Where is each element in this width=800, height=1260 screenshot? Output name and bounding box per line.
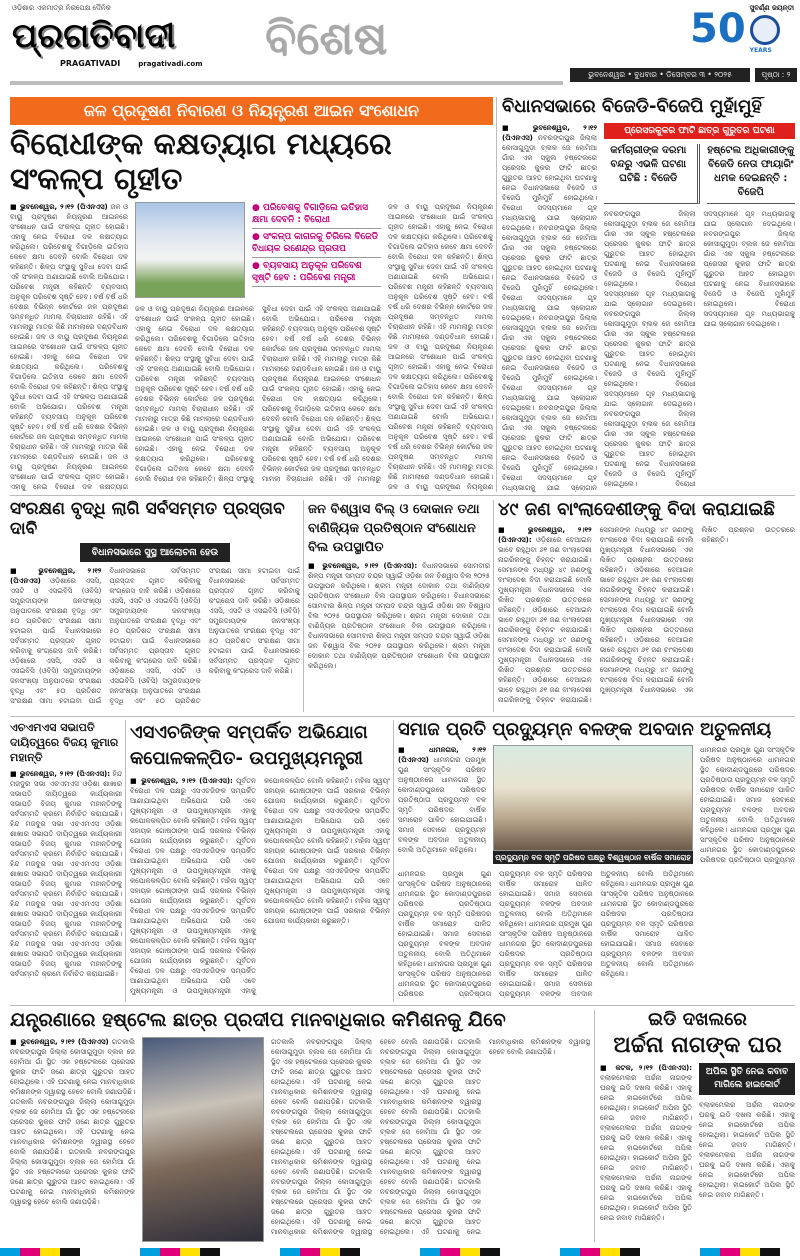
subhead: ● ବ୍ୟବସାୟ ଅନୁକୂଳ ପରିବେଶ ସୃଷ୍ଟି ହେବ : ପରିବେଶ ମନ୍ତ୍ରୀ [252, 258, 381, 287]
story-archana-nag [600, 1010, 795, 1242]
page-number: ପୃଷ୍ଠା : ୨ [755, 68, 797, 82]
student-photo [142, 1037, 264, 1242]
column-left [398, 745, 486, 864]
logo-english: PRAGATIVADI [60, 59, 121, 68]
headline: ବିରୋଧୀଙ୍କ କକ୍ଷତ୍ୟାଗ ମଧ୍ୟରେ ସଂକଳ୍ପ ଗୃହୀତ [10, 127, 392, 197]
article-body: ■ ଧାମନଗର, ୨।୧୨ (ପିଏନଏସ) ଧାମନଗର ପ୍ରମୁଖ ଗୁଣ ସାଂସ୍କୃତିକ ପରିଷଦ ଅନୁଷ୍ଠାନରେ ଧାମନଗର ସ୍ଥିତ କୋଦାଣ୍ଡପୁରରେ ପରିଷଦର ପ୍ରତିଷ୍ଠାତା ପ୍ରଦ୍ୟୁମ୍ନ ବଳ ସ୍ମୃତି ପରିଷଦର ବାର୍ଷିକ ସମାରୋହ ପାଳିତ ହୋଇଯାଇଛି। ସମାଜ ସେବାରେ ପ୍ରଦ୍ୟୁମ୍ନ ବଳଙ୍କ ଅବଦାନ ଅତୁଳନୀୟ ବୋଲି ଅତିଥିମାନେ କହିଥିଲେ। [398, 745, 486, 854]
divider [493, 500, 494, 712]
article-body: ଧାମନଗର ପ୍ରମୁଖ ଗୁଣ ସାଂସ୍କୃତିକ ପରିଷଦ ଅନୁଷ୍ଠାନରେ ଧାମନଗର ସ୍ଥିତ କୋଦାଣ୍ଡପୁରରେ ପରିଷଦର ପ୍ରତିଷ୍ଠାତା ପ୍ରଦ୍ୟୁମ୍ନ ବଳ ସ୍ମୃତି ପରିଷଦର ବାର୍ଷିକ ସମାରୋହ ପାଳିତ ହୋଇଯାଇଛି। ସମାଜ ସେବାରେ ପ୍ରଦ୍ୟୁମ୍ନ ବଳଙ୍କ ଅବଦାନ ଅତୁଳନୀୟ ବୋଲି ଅତିଥିମାନେ କହିଥିଲେ। ଧାମନଗର ପ୍ରମୁଖ ଗୁଣ ସାଂସ୍କୃତିକ ପରିଷଦ ଅନୁଷ୍ଠାନରେ ଧାମନଗର ସ୍ଥିତ କୋଦାଣ୍ଡପୁରରେ ପରିଷଦର ପ୍ରତିଷ୍ଠାତା ପ୍ରଦ୍ୟୁମ୍ନ [700, 745, 795, 864]
website: pragativadi.com [138, 60, 203, 68]
story-hms [10, 720, 122, 1002]
story10-columns [600, 1063, 795, 1242]
headline: ଅର୍ଚ୍ଚନା ନାଗଙ୍କ ଘର [613, 1032, 782, 1058]
photo-caption: ପ୍ରଦ୍ୟୁମ୍ନ ବଳ ସ୍ମୃତି ପରିଷଦ ପକ୍ଷରୁ ବିଶ୍ୱଷ୍ଠାନ ବାର୍ଷିକ ସମାରୋହ [493, 851, 693, 864]
divider [496, 97, 497, 492]
divider [303, 500, 304, 712]
article-body: ଗତକାଲି ନବରଙ୍ଗପୁର ଜିଲ୍ଲା କୋସାଗୁମୁଡ଼ା ବ୍ଲକ ଜେ ହୋମିଆ ଗାଁ ସ୍ଥିତ ଏକ ହଷ୍ଟେଲରେ ପ୍ରେସର କୁକର ଫାଟି ଜଣେ ଛାତ୍ର ଗୁରୁତର ଆହତ ହୋଇଥିଲେ। ଏହି ଘଟଣାକୁ ନେଇ ମାନବାଧିକାର କମିଶନଙ୍କ ଦ୍ୱାରସ୍ଥ ହେବେ ବୋଲି ଜଣାପଡ଼ିଛି। ଗତକାଲି ନବରଙ୍ଗପୁର ଜିଲ୍ଲା କୋସାଗୁମୁଡ଼ା ବ୍ଲକ ଜେ ହୋମିଆ ଗାଁ ସ୍ଥିତ ଏକ ହଷ୍ଟେଲରେ ପ୍ରେସର କୁକର ଫାଟି ଜଣେ ଛାତ୍ର ଗୁରୁତର ଆହତ ହୋଇଥିଲେ। ଏହି ଘଟଣାକୁ ନେଇ ମାନବାଧିକାର କମିଶନଙ୍କ ଦ୍ୱାରସ୍ଥ ହେବେ ବୋଲି ଜଣାପଡ଼ିଛି। ଗତକାଲି ନବରଙ୍ଗପୁର ଜିଲ୍ଲା କୋସାଗୁମୁଡ଼ା ବ୍ଲକ ଜେ ହୋମିଆ ଗାଁ ସ୍ଥିତ ଏକ ହଷ୍ଟେଲରେ ପ୍ରେସର କୁକର ଫାଟି ଜଣେ ଛାତ୍ର ଗୁରୁତର ଆହତ ହୋଇଥିଲେ। ଏହି ଘଟଣାକୁ ନେଇ ମାନବାଧିକାର କମିଶନଙ୍କ ଦ୍ୱାରସ୍ଥ ହେବେ ବୋଲି ଜଣାପଡ଼ିଛି। ଗତକାଲି ନବରଙ୍ଗପୁର ଜିଲ୍ଲା କୋସାଗୁମୁଡ଼ା ବ୍ଲକ ଜେ ହୋମିଆ ଗାଁ ସ୍ଥିତ ଏକ ହଷ୍ଟେଲରେ ପ୍ରେସର କୁକର ଫାଟି ଜଣେ ଛାତ୍ର ଗୁରୁତର ଆହତ ହୋଇଥିଲେ। ଏହି ଘଟଣାକୁ ନେଇ ମାନବାଧିକାର କମିଶନଙ୍କ ଦ୍ୱାରସ୍ଥ ହେବେ ବୋଲି ଜଣାପଡ଼ିଛି। ଗତକାଲି ନବରଙ୍ଗପୁର ଜିଲ୍ଲା କୋସାଗୁମୁଡ଼ା ବ୍ଲକ ଜେ ହୋମିଆ ଗାଁ ସ୍ଥିତ ଏକ ହଷ୍ଟେଲରେ ପ୍ରେସର କୁକର ଫାଟି ଜଣେ ଛାତ୍ର ଗୁରୁତର ଆହତ ହୋଇଥିଲେ। ଏହି ଘଟଣାକୁ ନେଇ ମାନବାଧିକାର କମିଶନଙ୍କ ଦ୍ୱାରସ୍ଥ ହେବେ ବୋଲି ଜଣାପଡ଼ିଛି। ଗତକାଲି ନବରଙ୍ଗପୁର ଜିଲ୍ଲା କୋସାଗୁମୁଡ଼ା ବ୍ଲକ ଜେ ହୋମିଆ ଗାଁ ସ୍ଥିତ ଏକ ହଷ୍ଟେଲରେ ପ୍ରେସର କୁକର ଫାଟି ଜଣେ ଛାତ୍ର ଗୁରୁତର ଆହତ ହୋଇଥିଲେ। ଏହି ଘଟଣାକୁ ନେଇ ମାନବାଧିକାର କମିଶନଙ୍କ ଦ୍ୱାରସ୍ଥ ହେବେ ବୋଲି ଜଣାପଡ଼ିଛି। [271, 1037, 590, 1236]
anniversary-logo [690, 4, 798, 64]
article-body: ■ ଭୁବନେଶ୍ୱର, ୨।୧୨ (ପିଏନଏସ): ବିଧାନସଭାରେ ସୋମବାର ଶିଳ୍ପ ମନ୍ତ୍ରୀ ସମ୍ପଦ ଚନ୍ଦ୍ର ସ୍ୱାଇଁ ଓଡ଼ିଶା ଜନ ବିଶ୍ୱାସ ବିଲ ୨୦୨୫ ଉପସ୍ଥାପନ କରିଥିଲେ। ଶ୍ରମ ମନ୍ତ୍ରୀ ଦୋକାନ ତଥା ବାଣିଜ୍ୟିକ ପ୍ରତିଷ୍ଠାନ ସଂଶୋଧନ ବିଲ ଉପସ୍ଥାପନ କରିଥିଲେ। ବିଧାନସଭାରେ ସୋମବାର ଶିଳ୍ପ ମନ୍ତ୍ରୀ ସମ୍ପଦ ଚନ୍ଦ୍ର ସ୍ୱାଇଁ ଓଡ଼ିଶା ଜନ ବିଶ୍ୱାସ ବିଲ ୨୦୨୫ ଉପସ୍ଥାପନ କରିଥିଲେ। ଶ୍ରମ ମନ୍ତ୍ରୀ ଦୋକାନ ତଥା ବାଣିଜ୍ୟିକ ପ୍ରତିଷ୍ଠାନ ସଂଶୋଧନ ବିଲ ଉପସ୍ଥାପନ କରିଥିଲେ। ବିଧାନସଭାରେ ସୋମବାର ଶିଳ୍ପ ମନ୍ତ୍ରୀ ସମ୍ପଦ ଚନ୍ଦ୍ର ସ୍ୱାଇଁ ଓଡ଼ିଶା ଜନ ବିଶ୍ୱାସ ବିଲ ୨୦୨୫ ଉପସ୍ଥାପନ କରିଥିଲେ। ଶ୍ରମ ମନ୍ତ୍ରୀ ଦୋକାନ ତଥା ବାଣିଜ୍ୟିକ ପ୍ରତିଷ୍ଠାନ ସଂଶୋଧନ ବିଲ ଉପସ୍ଥାପନ କରିଥିଲେ। [308, 562, 490, 670]
headline: ସମାଜ ପ୍ରତି ପ୍ରଦ୍ୟୁମ୍ନ ବଳଙ୍କ ଅବଦାନ ଅତୁଳନୀୟ [398, 720, 772, 740]
column-center [135, 202, 381, 492]
article-body: ■ କଟକ, ୨।୧୨ (ପିଏନଏସ): ବ୍ଲାକମେଲର ଅର୍ଚ୍ଚନା ନାଗଙ୍କ ଘରକୁ ଇଡି ଦଖଲ କରିଛି। ଏହାକୁ ନେଇ ହାଇକୋର୍ଟରେ ଅପିଲ ହୋଇଥିଲା। ହାଇକୋର୍ଟ ଅପିଲ ସ୍ଥିତି ନେଇ ଜବାବ ମାଗିଛନ୍ତି। ବ୍ଲାକମେଲର ଅର୍ଚ୍ଚନା ନାଗଙ୍କ ଘରକୁ ଇଡି ଦଖଲ କରିଛି। ଏହାକୁ ନେଇ ହାଇକୋର୍ଟରେ ଅପିଲ ହୋଇଥିଲା। ହାଇକୋର୍ଟ ଅପିଲ ସ୍ଥିତି ନେଇ ଜବାବ ମାଗିଛନ୍ତି। ବ୍ଲାକମେଲର ଅର୍ଚ୍ଚନା ନାଗଙ୍କ ଘରକୁ ଇଡି ଦଖଲ କରିଛି। ଏହାକୁ ନେଇ ହାଇକୋର୍ଟରେ ଅପିଲ ହୋଇଥିଲା। ହାଇକୋର୍ଟ ଅପିଲ ସ୍ଥିତି ନେଇ ଜବାବ ମାଗିଛନ୍ତି। [600, 1063, 692, 1222]
masthead [0, 0, 800, 90]
story-pradyumna-bal [398, 720, 795, 1002]
story-assembly-clash [502, 97, 795, 492]
article-body: ■ ଭୁବନେଶ୍ୱର, ୨।୧୨ (ପିଏନଏସ) ଓଡ଼ିଶାରେ ଏସସି, ଏସଟି ଓ ଏସଇବିସି (ଓବିସି) ସମ୍ପ୍ରଦାୟଙ୍କ ଜନସଂଖ୍ୟା ଅନୁପାତରେ ସଂରକ୍ଷଣ ବୃଦ୍ଧି ଏବଂ ୫୦ ପ୍ରତିଶତ ସଂରକ୍ଷଣ ସୀମା ହଟାଇବା ପାଇଁ ବିଧାନସଭାରେ ସର୍ବସମ୍ମତ ପ୍ରସ୍ତାବ ଗୃହୀତ କରିବାକୁ କଂଗ୍ରେସ ଦାବି କରିଛି। ଓଡ଼ିଶାରେ ଏସସି, ଏସଟି ଓ ଏସଇବିସି (ଓବିସି) ସମ୍ପ୍ରଦାୟଙ୍କ ଜନସଂଖ୍ୟା ଅନୁପାତରେ ସଂରକ୍ଷଣ ବୃଦ୍ଧି ଏବଂ ୫୦ ପ୍ରତିଶତ ସଂରକ୍ଷଣ ସୀମା ହଟାଇବା ପାଇଁ ବିଧାନସଭାରେ ସର୍ବସମ୍ମତ ପ୍ରସ୍ତାବ ଗୃହୀତ କରିବାକୁ କଂଗ୍ରେସ ଦାବି କରିଛି। ଓଡ଼ିଶାରେ ଏସସି, ଏସଟି ଓ ଏସଇବିସି (ଓବିସି) ସମ୍ପ୍ରଦାୟଙ୍କ ଜନସଂଖ୍ୟା ଅନୁପାତରେ ସଂରକ୍ଷଣ ବୃଦ୍ଧି ଏବଂ ୫୦ ପ୍ରତିଶତ ସଂରକ୍ଷଣ ସୀମା ହଟାଇବା ପାଇଁ ବିଧାନସଭାରେ ସର୍ବସମ୍ମତ ପ୍ରସ୍ତାବ ଗୃହୀତ କରିବାକୁ କଂଗ୍ରେସ ଦାବି କରିଛି। ଓଡ଼ିଶାରେ ଏସସି, ଏସଟି ଓ ଏସଇବିସି (ଓବିସି) ସମ୍ପ୍ରଦାୟଙ୍କ ଜନସଂଖ୍ୟା ଅନୁପାତରେ ସଂରକ୍ଷଣ ବୃଦ୍ଧି ଏବଂ ୫୦ ପ୍ରତିଶତ ସଂରକ୍ଷଣ ସୀମା ହଟାଇବା ପାଇଁ ବିଧାନସଭାରେ ସର୍ବସମ୍ମତ ପ୍ରସ୍ତାବ ଗୃହୀତ କରିବାକୁ କଂଗ୍ରେସ ଦାବି କରିଛି। ଓଡ଼ିଶାରେ ଏସସି, ଏସଟି ଓ ଏସଇବିସି (ଓବିସି) ସମ୍ପ୍ରଦାୟଙ୍କ ଜନସଂଖ୍ୟା ଅନୁପାତରେ ସଂରକ୍ଷଣ ବୃଦ୍ଧି ଏବଂ ୫୦ ପ୍ରତିଶତ ସଂରକ୍ଷଣ ସୀମା ହଟାଇବା ପାଇଁ ବିଧାନସଭାରେ ସର୍ବସମ୍ମତ ପ୍ରସ୍ତାବ ଗୃହୀତ କରିବାକୁ କଂଗ୍ରେସ ଦାବି କରିଛି। [10, 567, 300, 706]
article-body: ■ ଭୁବନେଶ୍ୱର, ୨।୧୨ (ପିଏନଏସ) ନବରଙ୍ଗପୁର ଜିଲ୍ଲା କୋସାଗୁମୁଡ଼ା ବ୍ଲକ ଜେ ହୋମିଆ ଗାଁର ଏକ ସ୍କୁଲ ହଷ୍ଟେଲରେ ପ୍ରେସର କୁକର ଫାଟି ଛାତ୍ର ଗୁରୁତର ଆହତ ହୋଇଥିବା ଘଟଣାକୁ ନେଇ ବିଧାନସଭାରେ ବିଜେଡି ଓ ବିଜେପି ମୁହାଁମୁହିଁ ହୋଇଥିଲେ। ବିରୋଧୀ ସଦସ୍ୟମାନେ ଗୃହ ମଧ୍ୟଭାଗକୁ ଯାଇ ସ୍ଲୋଗାନ ଦେଇଥିଲେ। ନବରଙ୍ଗପୁର ଜିଲ୍ଲା କୋସାଗୁମୁଡ଼ା ବ୍ଲକ ଜେ ହୋମିଆ ଗାଁର ଏକ ସ୍କୁଲ ହଷ୍ଟେଲରେ ପ୍ରେସର କୁକର ଫାଟି ଛାତ୍ର ଗୁରୁତର ଆହତ ହୋଇଥିବା ଘଟଣାକୁ ନେଇ ବିଧାନସଭାରେ ବିଜେଡି ଓ ବିଜେପି ମୁହାଁମୁହିଁ ହୋଇଥିଲେ। ବିରୋଧୀ ସଦସ୍ୟମାନେ ଗୃହ ମଧ୍ୟଭାଗକୁ ଯାଇ ସ୍ଲୋଗାନ ଦେଇଥିଲେ। ନବରଙ୍ଗପୁର ଜିଲ୍ଲା କୋସାଗୁମୁଡ଼ା ବ୍ଲକ ଜେ ହୋମିଆ ଗାଁର ଏକ ସ୍କୁଲ ହଷ୍ଟେଲରେ ପ୍ରେସର କୁକର ଫାଟି ଛାତ୍ର ଗୁରୁତର ଆହତ ହୋଇଥିବା ଘଟଣାକୁ ନେଇ ବିଧାନସଭାରେ ବିଜେଡି ଓ ବିଜେପି ମୁହାଁମୁହିଁ ହୋଇଥିଲେ। ବିରୋଧୀ ସଦସ୍ୟମାନେ ଗୃହ ମଧ୍ୟଭାଗକୁ ଯାଇ ସ୍ଲୋଗାନ ଦେଇଥିଲେ। ନବରଙ୍ଗପୁର ଜିଲ୍ଲା କୋସାଗୁମୁଡ଼ା ବ୍ଲକ ଜେ ହୋମିଆ ଗାଁର ଏକ ସ୍କୁଲ ହଷ୍ଟେଲରେ ପ୍ରେସର କୁକର ଫାଟି ଛାତ୍ର ଗୁରୁତର ଆହତ ହୋଇଥିବା ଘଟଣାକୁ ନେଇ ବିଧାନସଭାରେ ବିଜେଡି ଓ ବିଜେପି ମୁହାଁମୁହିଁ ହୋଇଥିଲେ। ବିରୋଧୀ ସଦସ୍ୟମାନେ ଗୃହ ମଧ୍ୟଭାଗକୁ ଯାଇ ସ୍ଲୋଗାନ [502, 123, 597, 492]
headline: ୪୯ ଜଣ ବାଂଲାଦେଶୀଙ୍କୁ ବିଦା କରାଯାଇଛି [498, 500, 775, 520]
article-body: ■ ଭୁବନେଶ୍ୱର, ୨।୧୨ (ପିଏନଏସ): ପୂର୍ବତନ ବିରୋଧୀ ଦଳ ପକ୍ଷରୁ ଏସଏଚଜିଙ୍କ ସମ୍ପର୍କିତ ଆଣାଯାଇଥିବା ଅଭିଯୋଗ ପରି ଏବେ ମୁଖ୍ୟମନ୍ତ୍ରୀ ଓ ଉପମୁଖ୍ୟମନ୍ତ୍ରୀ ଏହାକୁ କପୋଳକଳ୍ପିତ ବୋଲି କହିଛନ୍ତି। ମହିଳା ସ୍ୱୟଂ ସହାୟକ ଗୋଷ୍ଠୀଙ୍କ ପାଇଁ ସରକାର ବିଭିନ୍ନ ଯୋଜନା କାର୍ଯ୍ୟକାରୀ କରୁଛନ୍ତି। ପୂର୍ବତନ ବିରୋଧୀ ଦଳ ପକ୍ଷରୁ ଏସଏଚଜିଙ୍କ ସମ୍ପର୍କିତ ଆଣାଯାଇଥିବା ଅଭିଯୋଗ ପରି ଏବେ ମୁଖ୍ୟମନ୍ତ୍ରୀ ଓ ଉପମୁଖ୍ୟମନ୍ତ୍ରୀ ଏହାକୁ କପୋଳକଳ୍ପିତ ବୋଲି କହିଛନ୍ତି। ମହିଳା ସ୍ୱୟଂ ସହାୟକ ଗୋଷ୍ଠୀଙ୍କ ପାଇଁ ସରକାର ବିଭିନ୍ନ ଯୋଜନା କାର୍ଯ୍ୟକାରୀ କରୁଛନ୍ତି। ପୂର୍ବତନ ବିରୋଧୀ ଦଳ ପକ୍ଷରୁ ଏସଏଚଜିଙ୍କ ସମ୍ପର୍କିତ ଆଣାଯାଇଥିବା ଅଭିଯୋଗ ପରି ଏବେ ମୁଖ୍ୟମନ୍ତ୍ରୀ ଓ ଉପମୁଖ୍ୟମନ୍ତ୍ରୀ ଏହାକୁ କପୋଳକଳ୍ପିତ ବୋଲି କହିଛନ୍ତି। ମହିଳା ସ୍ୱୟଂ ସହାୟକ ଗୋଷ୍ଠୀଙ୍କ ପାଇଁ ସରକାର ବିଭିନ୍ନ ଯୋଜନା କାର୍ଯ୍ୟକାରୀ କରୁଛନ୍ତି। ପୂର୍ବତନ ବିରୋଧୀ ଦଳ ପକ୍ଷରୁ ଏସଏଚଜିଙ୍କ ସମ୍ପର୍କିତ ଆଣାଯାଇଥିବା ଅଭିଯୋଗ ପରି ଏବେ ମୁଖ୍ୟମନ୍ତ୍ରୀ ଓ ଉପମୁଖ୍ୟମନ୍ତ୍ରୀ ଏହାକୁ କପୋଳକଳ୍ପିତ ବୋଲି କହିଛନ୍ତି। ମହିଳା ସ୍ୱୟଂ ସହାୟକ ଗୋଷ୍ଠୀଙ୍କ ପାଇଁ ସରକାର ବିଭିନ୍ନ ଯୋଜନା କାର୍ଯ୍ୟକାରୀ କରୁଛନ୍ତି। ପୂର୍ବତନ ବିରୋଧୀ ଦଳ ପକ୍ଷରୁ ଏସଏଚଜିଙ୍କ ସମ୍ପର୍କିତ ଆଣାଯାଇଥିବା ଅଭିଯୋଗ ପରି ଏବେ ମୁଖ୍ୟମନ୍ତ୍ରୀ ଓ ଉପମୁଖ୍ୟମନ୍ତ୍ରୀ ଏହାକୁ କପୋଳକଳ୍ପିତ ବୋଲି କହିଛନ୍ତି। ମହିଳା ସ୍ୱୟଂ ସହାୟକ ଗୋଷ୍ଠୀଙ୍କ ପାଇଁ ସରକାର ବିଭିନ୍ନ ଯୋଜନା କାର୍ଯ୍ୟକାରୀ କରୁଛନ୍ତି। ପୂର୍ବତନ ବିରୋଧୀ ଦଳ ପକ୍ଷରୁ ଏସଏଚଜିଙ୍କ ସମ୍ପର୍କିତ ଆଣାଯାଇଥିବା ଅଭିଯୋଗ ପରି ଏବେ ମୁଖ୍ୟମନ୍ତ୍ରୀ ଓ ଉପମୁଖ୍ୟମନ୍ତ୍ରୀ ଏହାକୁ କପୋଳକଳ୍ପିତ ବୋଲି କହିଛନ୍ତି। ମହିଳା ସ୍ୱୟଂ ସହାୟକ ଗୋଷ୍ଠୀଙ୍କ ପାଇଁ ସରକାର ବିଭିନ୍ନ ଯୋଜନା କାର୍ଯ୍ୟକାରୀ କରୁଛନ୍ତି। [130, 777, 390, 995]
red-bar: ପ୍ରେସରକୁକର ଫାଟି ଛାତ୍ର ଗୁରୁତର ଘଟଣା [604, 123, 795, 139]
article-body: ବ୍ଲାକମେଲର ଅର୍ଚ୍ଚନା ନାଗଙ୍କ ଘରକୁ ଇଡି ଦଖଲ କରିଛି। ଏହାକୁ ନେଇ ହାଇକୋର୍ଟରେ ଅପିଲ ହୋଇଥିଲା। ହାଇକୋର୍ଟ ଅପିଲ ସ୍ଥିତି ନେଇ ଜବାବ ମାଗିଛନ୍ତି। ବ୍ଲାକମେଲର ଅର୍ଚ୍ଚନା ନାଗଙ୍କ ଘରକୁ ଇଡି ଦଖଲ କରିଛି। ଏହାକୁ ନେଇ ହାଇକୋର୍ଟରେ ଅପିଲ ହୋଇଥିଲା। ହାଇକୋର୍ଟ ଅପିଲ ସ୍ଥିତି ନେଇ ଜବାବ ମାଗିଛନ୍ତି। [699, 1100, 795, 1199]
divider [393, 720, 394, 1002]
logo-block [12, 4, 252, 78]
section-title: ବିଶେଷ [265, 11, 388, 65]
subhead: ● ସଂକଳ୍ପ କାଗଜକୁ ଚିରିଲେ ବିଜେଡି ବିଧାୟକ ରଣେନ୍ଦ୍ର ପ୍ରତାପ [252, 229, 381, 258]
quote-box: କର୍ମଚାରୀଙ୍କ ଦରମା ବନ୍ଦରୁ ଏଭଳି ଘଟଣା ଘଟିଛି : ବିଜେଡି [604, 144, 700, 204]
highlight-box: ଅପିଲ ସ୍ଥିତି ନେଇ କବାବ ମାଗିଲେ ହାଇକୋର୍ଟ [699, 1063, 795, 1095]
article-body: ନବରଙ୍ଗପୁର ଜିଲ୍ଲା କୋସାଗୁମୁଡ଼ା ବ୍ଲକ ଜେ ହୋମିଆ ଗାଁର ଏକ ସ୍କୁଲ ହଷ୍ଟେଲରେ ପ୍ରେସର କୁକର ଫାଟି ଛାତ୍ର ଗୁରୁତର ଆହତ ହୋଇଥିବା ଘଟଣାକୁ ନେଇ ବିଧାନସଭାରେ ବିଜେଡି ଓ ବିଜେପି ମୁହାଁମୁହିଁ ହୋଇଥିଲେ। ବିରୋଧୀ ସଦସ୍ୟମାନେ ଗୃହ ମଧ୍ୟଭାଗକୁ ଯାଇ ସ୍ଲୋଗାନ ଦେଇଥିଲେ। ନବରଙ୍ଗପୁର ଜିଲ୍ଲା କୋସାଗୁମୁଡ଼ା ବ୍ଲକ ଜେ ହୋମିଆ ଗାଁର ଏକ ସ୍କୁଲ ହଷ୍ଟେଲରେ ପ୍ରେସର କୁକର ଫାଟି ଛାତ୍ର ଗୁରୁତର ଆହତ ହୋଇଥିବା ଘଟଣାକୁ ନେଇ ବିଧାନସଭାରେ ବିଜେଡି ଓ ବିଜେପି ମୁହାଁମୁହିଁ ହୋଇଥିଲେ। ବିରୋଧୀ ସଦସ୍ୟମାନେ ଗୃହ ମଧ୍ୟଭାଗକୁ ଯାଇ ସ୍ଲୋଗାନ ଦେଇଥିଲେ। ନବରଙ୍ଗପୁର ଜିଲ୍ଲା କୋସାଗୁମୁଡ଼ା ବ୍ଲକ ଜେ ହୋମିଆ ଗାଁର ଏକ ସ୍କୁଲ ହଷ୍ଟେଲରେ ପ୍ରେସର କୁକର ଫାଟି ଛାତ୍ର ଗୁରୁତର ଆହତ ହୋଇଥିବା ଘଟଣାକୁ ନେଇ ବିଧାନସଭାରେ ବିଜେଡି ଓ ବିଜେପି ମୁହାଁମୁହିଁ ହୋଇଥିଲେ। ବିରୋଧୀ ସଦସ୍ୟମାନେ ଗୃହ ମଧ୍ୟଭାଗକୁ ଯାଇ ସ୍ଲୋଗାନ ଦେଇଥିଲେ। ନବରଙ୍ଗପୁର ଜିଲ୍ଲା କୋସାଗୁମୁଡ଼ା ବ୍ଲକ ଜେ ହୋମିଆ ଗାଁର ଏକ ସ୍କୁଲ ହଷ୍ଟେଲରେ ପ୍ରେସର କୁକର ଫାଟି ଛାତ୍ର ଗୁରୁତର ଆହତ ହୋଇଥିବା ଘଟଣାକୁ ନେଇ ବିଧାନସଭାରେ ବିଜେଡି ଓ ବିଜେପି ମୁହାଁମୁହିଁ ହୋଇଥିଲେ। ବିରୋଧୀ ସଦସ୍ୟମାନେ ଗୃହ ମଧ୍ୟଭାଗକୁ ଯାଇ ସ୍ଲୋଗାନ ଦେଇଥିଲେ। [604, 209, 795, 488]
color-registration-bar [0, 1248, 800, 1256]
article-body: ■ ଭୁବନେଶ୍ୱର, ୨।୧୨ (ପିଏନଏସ): ହିନ୍ଦ ମଜଦୁର ସଭା ଏଚଏମଏସ ଓଡ଼ିଶା ଶାଖାର ସଭାପତି ଦାୟିତ୍ୱରେ କାର୍ଯ୍ୟକାରୀ ସଭାପତି ବିଜୟ କୁମାର ମହାନ୍ତିଙ୍କୁ ସର୍ବସମ୍ମତି କ୍ରମେ ନିର୍ବାଚିତ କରାଯାଇଛି। ହିନ୍ଦ ମଜଦୁର ସଭା ଏଚଏମଏସ ଓଡ଼ିଶା ଶାଖାର ସଭାପତି ଦାୟିତ୍ୱରେ କାର୍ଯ୍ୟକାରୀ ସଭାପତି ବିଜୟ କୁମାର ମହାନ୍ତିଙ୍କୁ ସର୍ବସମ୍ମତି କ୍ରମେ ନିର୍ବାଚିତ କରାଯାଇଛି। ହିନ୍ଦ ମଜଦୁର ସଭା ଏଚଏମଏସ ଓଡ଼ିଶା ଶାଖାର ସଭାପତି ଦାୟିତ୍ୱରେ କାର୍ଯ୍ୟକାରୀ ସଭାପତି ବିଜୟ କୁମାର ମହାନ୍ତିଙ୍କୁ ସର୍ବସମ୍ମତି କ୍ରମେ ନିର୍ବାଚିତ କରାଯାଇଛି। ହିନ୍ଦ ମଜଦୁର ସଭା ଏଚଏମଏସ ଓଡ଼ିଶା ଶାଖାର ସଭାପତି ଦାୟିତ୍ୱରେ କାର୍ଯ୍ୟକାରୀ ସଭାପତି ବିଜୟ କୁମାର ମହାନ୍ତିଙ୍କୁ ସର୍ବସମ୍ମତି କ୍ରମେ ନିର୍ବାଚିତ କରାଯାଇଛି। ହିନ୍ଦ ମଜଦୁର ସଭା ଏଚଏମଏସ ଓଡ଼ିଶା ଶାଖାର ସଭାପତି ଦାୟିତ୍ୱରେ କାର୍ଯ୍ୟକାରୀ ସଭାପତି ବିଜୟ କୁମାର ମହାନ୍ତିଙ୍କୁ ସର୍ବସମ୍ମତି କ୍ରମେ ନିର୍ବାଚିତ କରାଯାଇଛି। [10, 770, 122, 978]
article-body: ଧାମନଗର ପ୍ରମୁଖ ଗୁଣ ସାଂସ୍କୃତିକ ପରିଷଦ ଅନୁଷ୍ଠାନରେ ଧାମନଗର ସ୍ଥିତ କୋଦାଣ୍ଡପୁରରେ ପରିଷଦର ପ୍ରତିଷ୍ଠାତା ପ୍ରଦ୍ୟୁମ୍ନ ବଳ ସ୍ମୃତି ପରିଷଦର ବାର୍ଷିକ ସମାରୋହ ପାଳିତ ହୋଇଯାଇଛି। ସମାଜ ସେବାରେ ପ୍ରଦ୍ୟୁମ୍ନ ବଳଙ୍କ ଅବଦାନ ଅତୁଳନୀୟ ବୋଲି ଅତିଥିମାନେ କହିଥିଲେ। ଧାମନଗର ପ୍ରମୁଖ ଗୁଣ ସାଂସ୍କୃତିକ ପରିଷଦ ଅନୁଷ୍ଠାନରେ ଧାମନଗର ସ୍ଥିତ କୋଦାଣ୍ଡପୁରରେ ପରିଷଦର ପ୍ରତିଷ୍ଠାତା ପ୍ରଦ୍ୟୁମ୍ନ ବଳ ସ୍ମୃତି ପରିଷଦର ବାର୍ଷିକ ସମାରୋହ ପାଳିତ ହୋଇଯାଇଛି। ସମାଜ ସେବାରେ ପ୍ରଦ୍ୟୁମ୍ନ ବଳଙ୍କ ଅବଦାନ ଅତୁଳନୀୟ ବୋଲି ଅତିଥିମାନେ କହିଥିଲେ। ଧାମନଗର ପ୍ରମୁଖ ଗୁଣ ସାଂସ୍କୃତିକ ପରିଷଦ ଅନୁଷ୍ଠାନରେ ଧାମନଗର ସ୍ଥିତ କୋଦାଣ୍ଡପୁରରେ ପରିଷଦର ପ୍ରତିଷ୍ଠାତା ପ୍ରଦ୍ୟୁମ୍ନ ବଳ ସ୍ମୃତି ପରିଷଦର ବାର୍ଷିକ ସମାରୋହ ପାଳିତ ହୋଇଯାଇଛି। ସମାଜ ସେବାରେ ପ୍ରଦ୍ୟୁମ୍ନ ବଳଙ୍କ ଅବଦାନ ଅତୁଳନୀୟ ବୋଲି ଅତିଥିମାନେ କହିଥିଲେ। ଧାମନଗର ପ୍ରମୁଖ ଗୁଣ ସାଂସ୍କୃତିକ ପରିଷଦ ଅନୁଷ୍ଠାନରେ ଧାମନଗର ସ୍ଥିତ କୋଦାଣ୍ଡପୁରରେ ପରିଷଦର ପ୍ରତିଷ୍ଠାତା ପ୍ରଦ୍ୟୁମ୍ନ ବଳ ସ୍ମୃତି ପରିଷଦର ବାର୍ଷିକ ସମାରୋହ ପାଳିତ ହୋଇଯାଇଛି। ସମାଜ ସେବାରେ ପ୍ରଦ୍ୟୁମ୍ନ ବଳଙ୍କ ଅବଦାନ ଅତୁଳନୀୟ ବୋଲି ଅତିଥିମାନେ କହିଥିଲେ। [398, 869, 694, 998]
photo-subheads [135, 202, 381, 298]
highlight-box: ବିଧାନସଭାରେ ସୁସ୍ଥ ଆଲୋଚନା ହେଉ [80, 543, 230, 562]
story-reservation [10, 500, 300, 712]
assembly-building-photo [135, 202, 245, 298]
story8-top [398, 745, 795, 864]
divider [10, 1005, 795, 1006]
story-main [10, 97, 493, 492]
headline: ଏସଏଚଜିଙ୍କ ସମ୍ପର୍କିତ ଅଭିଯୋଗ କପୋଳକଳ୍ପିତ- ଉପମୁଖ୍ୟମନ୍ତ୍ରୀ [130, 722, 368, 769]
story-hostel-student [10, 1010, 590, 1242]
story2-columns [502, 123, 795, 492]
headline: ଏଚଏମଏସ ସଭାପତି ଦାୟିତ୍ୱରେ ବିଜୟ କୁମାର ମହାନ୍ତି [10, 721, 119, 764]
subheads [252, 202, 381, 287]
newspaper-logo: ପ୍ରଗତିବାଦୀ [12, 16, 176, 56]
headline: ସଂରକ୍ଷଣ ବୃଦ୍ଧି ଲାଗି ସର୍ବସମ୍ମତ ପ୍ରସ୍ତାବ ଦାବି [10, 500, 285, 539]
column-right [388, 202, 493, 492]
photo-block [493, 745, 693, 864]
anniv-side [750, 4, 794, 64]
headline: ଇଡି ଦଖଲରେ [648, 1010, 747, 1030]
divider [594, 1010, 595, 1242]
emblem-icon [750, 15, 780, 45]
story-main-columns [10, 202, 493, 492]
anniv-number: 50 [690, 6, 746, 52]
date-bar: ଭୁବନେଶ୍ୱର • ବୁଧବାର • ଡିସେମ୍ବର ୩ • ୨୦୨୫ [570, 68, 750, 82]
story9-columns [10, 1037, 590, 1242]
anniv-label: ସୁବର୍ଣ୍ଣ ଜୟନ୍ତୀ [749, 4, 794, 12]
masthead-tagline: ଓଡ଼ିଶାର ଏକମାତ୍ର ନିରପେକ୍ଷ ଦୈନିକ [12, 4, 111, 12]
column-right [604, 123, 795, 492]
header-rule [10, 81, 563, 85]
column-left [10, 1037, 135, 1242]
article-body: ■ ଭୁବନେଶ୍ୱର, ୨।୧୨ (ପିଏନଏସ) ଜଳ ଓ ବାୟୁ ପ୍ରଦୂଷଣ ନିୟନ୍ତ୍ରଣ ଆଇନରେ ସଂଶୋଧନ ପାଇଁ ସଂକଳ୍ପ ଗୃହୀତ ହୋଇଛି। ଏହାକୁ ନେଇ ବିରୋଧୀ ଦଳ କକ୍ଷତ୍ୟାଗ କରିଥିଲେ। ପରିବେଶକୁ ବିଗାଡ଼ିଲେ ଇତିହାସ କେବେ କ୍ଷମା ଦେବନି ବୋଲି ବିରୋଧୀ ଦଳ କହିଛନ୍ତି। ଶିଳ୍ପ ସଂସ୍ଥାକୁ ସୁବିଧା ଦେବା ପାଇଁ ଏହି ସଂକଳ୍ପ ଅଣାଯାଇଛି ବୋଲି ଅଭିଯୋଗ। ପରିବେଶ ମନ୍ତ୍ରୀ କହିଛନ୍ତି ବ୍ୟବସାୟ ଅନୁକୂଳ ପରିବେଶ ସୃଷ୍ଟି ହେବ। ବର୍ଷ ବର୍ଷ ଧରି ଦେଶର ବିଭିନ୍ନ କୋର୍ଟରେ ଜଳ ପ୍ରଦୂଷଣ ସମ୍ବନ୍ଧିତ ମାମଲା ବିଚାରାଧୀନ ରହିଛି। ଏହି ମାମଲାରୁ ମାତ୍ର କିଛି ମାମଲାରେ ଦଣ୍ଡବିଧାନ ହୋଇଛି। ଜଳ ଓ ବାୟୁ ପ୍ରଦୂଷଣ ନିୟନ୍ତ୍ରଣ ଆଇନରେ ସଂଶୋଧନ ପାଇଁ ସଂକଳ୍ପ ଗୃହୀତ ହୋଇଛି। ଏହାକୁ ନେଇ ବିରୋଧୀ ଦଳ କକ୍ଷତ୍ୟାଗ କରିଥିଲେ। ପରିବେଶକୁ ବିଗାଡ଼ିଲେ ଇତିହାସ କେବେ କ୍ଷମା ଦେବନି ବୋଲି ବିରୋଧୀ ଦଳ କହିଛନ୍ତି। ଶିଳ୍ପ ସଂସ୍ଥାକୁ ସୁବିଧା ଦେବା ପାଇଁ ଏହି ସଂକଳ୍ପ ଅଣାଯାଇଛି ବୋଲି ଅଭିଯୋଗ। ପରିବେଶ ମନ୍ତ୍ରୀ କହିଛନ୍ତି ବ୍ୟବସାୟ ଅନୁକୂଳ ପରିବେଶ ସୃଷ୍ଟି ହେବ। ବର୍ଷ ବର୍ଷ ଧରି ଦେଶର ବିଭିନ୍ନ କୋର୍ଟରେ ଜଳ ପ୍ରଦୂଷଣ ସମ୍ବନ୍ଧିତ ମାମଲା ବିଚାରାଧୀନ ରହିଛି। ଏହି ମାମଲାରୁ ମାତ୍ର କିଛି ମାମଲାରେ ଦଣ୍ଡବିଧାନ ହୋଇଛି। ଜଳ ଓ ବାୟୁ ପ୍ରଦୂଷଣ ନିୟନ୍ତ୍ରଣ ଆଇନରେ ସଂଶୋଧନ ପାଇଁ ସଂକଳ୍ପ ଗୃହୀତ ହୋଇଛି। ଏହାକୁ ନେଇ ବିରୋଧୀ ଦଳ କକ୍ଷତ୍ୟାଗ [10, 203, 128, 491]
quote-boxes [604, 144, 795, 204]
subhead: ● ପରିବେଶକୁ ବିଗାଡ଼ିଲେ ଇତିହାସ କ୍ଷମା ଦେବନି : ବିରୋଧୀ [252, 202, 381, 229]
divider [10, 495, 795, 496]
article-body: ■ ଭୁବନେଶ୍ୱର, ୨।୧୨ (ପିଏନଏସ) ଗତକାଲି ନବରଙ୍ଗପୁର ଜିଲ୍ଲା କୋସାଗୁମୁଡ଼ା ବ୍ଲକ ଜେ ହୋମିଆ ଗାଁ ସ୍ଥିତ ଏକ ହଷ୍ଟେଲରେ ପ୍ରେସର କୁକର ଫାଟି ଜଣେ ଛାତ୍ର ଗୁରୁତର ଆହତ ହୋଇଥିଲେ। ଏହି ଘଟଣାକୁ ନେଇ ମାନବାଧିକାର କମିଶନଙ୍କ ଦ୍ୱାରସ୍ଥ ହେବେ ବୋଲି ଜଣାପଡ଼ିଛି। ଗତକାଲି ନବରଙ୍ଗପୁର ଜିଲ୍ଲା କୋସାଗୁମୁଡ଼ା ବ୍ଲକ ଜେ ହୋମିଆ ଗାଁ ସ୍ଥିତ ଏକ ହଷ୍ଟେଲରେ ପ୍ରେସର କୁକର ଫାଟି ଜଣେ ଛାତ୍ର ଗୁରୁତର ଆହତ ହୋଇଥିଲେ। ଏହି ଘଟଣାକୁ ନେଇ ମାନବାଧିକାର କମିଶନଙ୍କ ଦ୍ୱାରସ୍ଥ ହେବେ ବୋଲି ଜଣାପଡ଼ିଛି। ଗତକାଲି ନବରଙ୍ଗପୁର ଜିଲ୍ଲା କୋସାଗୁମୁଡ଼ା ବ୍ଲକ ଜେ ହୋମିଆ ଗାଁ ସ୍ଥିତ ଏକ ହଷ୍ଟେଲରେ ପ୍ରେସର କୁକର ଫାଟି ଜଣେ ଛାତ୍ର ଗୁରୁତର ଆହତ ହୋଇଥିଲେ। ଏହି ଘଟଣାକୁ ନେଇ ମାନବାଧିକାର କମିଶନଙ୍କ ଦ୍ୱାରସ୍ଥ ହେବେ ବୋଲି ଜଣାପଡ଼ିଛି। [10, 1037, 135, 1206]
kicker-bar: ଜଳ ପ୍ରଦୂଷଣ ନିବାରଣ ଓ ନିୟନ୍ତ୍ରଣ ଆଇନ ସଂଶୋଧନ [10, 97, 493, 125]
column-left [600, 1063, 692, 1242]
column-left [502, 123, 597, 492]
article-body: ■ ଭୁବନେଶ୍ୱର, ୨।୧୨ (ପିଏନଏସ): ଓଡ଼ିଶାରେ ବେଆଇନ ଭାବେ ରହୁଥିବା ୬୧ ଜଣ ବାଂଲାଦେଶୀ ନାଗରିକଙ୍କୁ ଚିହ୍ନଟ କରାଯାଇଛି। ସେମାନଙ୍କ ମଧ୍ୟରୁ ୪୯ ଜଣଙ୍କୁ ବାଂଲାଦେଶ ବିଦା କରାଯାଇଛି ବୋଲି ମୁଖ୍ୟମନ୍ତ୍ରୀ ବିଧାନସଭାରେ ଏକ ଲିଖିତ ପ୍ରଶ୍ନର ଉତ୍ତରରେ କହିଛନ୍ତି। ଓଡ଼ିଶାରେ ବେଆଇନ ଭାବେ ରହୁଥିବା ୬୧ ଜଣ ବାଂଲାଦେଶୀ ନାଗରିକଙ୍କୁ ଚିହ୍ନଟ କରାଯାଇଛି। ସେମାନଙ୍କ ମଧ୍ୟରୁ ୪୯ ଜଣଙ୍କୁ ବାଂଲାଦେଶ ବିଦା କରାଯାଇଛି ବୋଲି ମୁଖ୍ୟମନ୍ତ୍ରୀ ବିଧାନସଭାରେ ଏକ ଲିଖିତ ପ୍ରଶ୍ନର ଉତ୍ତରରେ କହିଛନ୍ତି। ଓଡ଼ିଶାରେ ବେଆଇନ ଭାବେ ରହୁଥିବା ୬୧ ଜଣ ବାଂଲାଦେଶୀ ନାଗରିକଙ୍କୁ ଚିହ୍ନଟ କରାଯାଇଛି। ସେମାନଙ୍କ ମଧ୍ୟରୁ ୪୯ ଜଣଙ୍କୁ ବାଂଲାଦେଶ ବିଦା କରାଯାଇଛି ବୋଲି ମୁଖ୍ୟମନ୍ତ୍ରୀ ବିଧାନସଭାରେ ଏକ ଲିଖିତ ପ୍ରଶ୍ନର ଉତ୍ତରରେ କହିଛନ୍ତି। ଓଡ଼ିଶାରେ ବେଆଇନ ଭାବେ ରହୁଥିବା ୬୧ ଜଣ ବାଂଲାଦେଶୀ ନାଗରିକଙ୍କୁ ଚିହ୍ନଟ କରାଯାଇଛି। ସେମାନଙ୍କ ମଧ୍ୟରୁ ୪୯ ଜଣଙ୍କୁ ବାଂଲାଦେଶ ବିଦା କରାଯାଇଛି ବୋଲି ମୁଖ୍ୟମନ୍ତ୍ରୀ ବିଧାନସଭାରେ ଏକ ଲିଖିତ ପ୍ରଶ୍ନର ଉତ୍ତରରେ କହିଛନ୍ତି। ଓଡ଼ିଶାରେ ବେଆଇନ ଭାବେ ରହୁଥିବା ୬୧ ଜଣ ବାଂଲାଦେଶୀ ନାଗରିକଙ୍କୁ ଚିହ୍ନଟ କରାଯାଇଛି। ସେମାନଙ୍କ ମଧ୍ୟରୁ ୪୯ ଜଣଙ୍କୁ ବାଂଲାଦେଶ ବିଦା କରାଯାଇଛି ବୋଲି ମୁଖ୍ୟମନ୍ତ୍ରୀ ବିଧାନସଭାରେ ଏକ ଲିଖିତ ପ୍ରଶ୍ନର ଉତ୍ତରରେ କହିଛନ୍ତି। [498, 525, 795, 704]
column-right [700, 745, 795, 864]
article-body: ଜଳ ଓ ବାୟୁ ପ୍ରଦୂଷଣ ନିୟନ୍ତ୍ରଣ ଆଇନରେ ସଂଶୋଧନ ପାଇଁ ସଂକଳ୍ପ ଗୃହୀତ ହୋଇଛି। ଏହାକୁ ନେଇ ବିରୋଧୀ ଦଳ କକ୍ଷତ୍ୟାଗ କରିଥିଲେ। ପରିବେଶକୁ ବିଗାଡ଼ିଲେ ଇତିହାସ କେବେ କ୍ଷମା ଦେବନି ବୋଲି ବିରୋଧୀ ଦଳ କହିଛନ୍ତି। ଶିଳ୍ପ ସଂସ୍ଥାକୁ ସୁବିଧା ଦେବା ପାଇଁ ଏହି ସଂକଳ୍ପ ଅଣାଯାଇଛି ବୋଲି ଅଭିଯୋଗ। ପରିବେଶ ମନ୍ତ୍ରୀ କହିଛନ୍ତି ବ୍ୟବସାୟ ଅନୁକୂଳ ପରିବେଶ ସୃଷ୍ଟି ହେବ। ବର୍ଷ ବର୍ଷ ଧରି ଦେଶର ବିଭିନ୍ନ କୋର୍ଟରେ ଜଳ ପ୍ରଦୂଷଣ ସମ୍ବନ୍ଧିତ ମାମଲା ବିଚାରାଧୀନ ରହିଛି। ଏହି ମାମଲାରୁ ମାତ୍ର କିଛି ମାମଲାରେ ଦଣ୍ଡବିଧାନ ହୋଇଛି। ଜଳ ଓ ବାୟୁ ପ୍ରଦୂଷଣ ନିୟନ୍ତ୍ରଣ ଆଇନରେ ସଂଶୋଧନ ପାଇଁ ସଂକଳ୍ପ ଗୃହୀତ ହୋଇଛି। ଏହାକୁ ନେଇ ବିରୋଧୀ ଦଳ କକ୍ଷତ୍ୟାଗ କରିଥିଲେ। ପରିବେଶକୁ ବିଗାଡ଼ିଲେ ଇତିହାସ କେବେ କ୍ଷମା ଦେବନି ବୋଲି ବିରୋଧୀ ଦଳ କହିଛନ୍ତି। ଶିଳ୍ପ ସଂସ୍ଥାକୁ ସୁବିଧା ଦେବା ପାଇଁ ଏହି ସଂକଳ୍ପ ଅଣାଯାଇଛି ବୋଲି ଅଭିଯୋଗ। ପରିବେଶ ମନ୍ତ୍ରୀ କହିଛନ୍ତି ବ୍ୟବସାୟ ଅନୁକୂଳ ପରିବେଶ ସୃଷ୍ଟି ହେବ। ବର୍ଷ ବର୍ଷ ଧରି ଦେଶର ବିଭିନ୍ନ କୋର୍ଟରେ ଜଳ ପ୍ରଦୂଷଣ ସମ୍ବନ୍ଧିତ ମାମଲା ବିଚାରାଧୀନ ରହିଛି। ଏହି ମାମଲାରୁ ମାତ୍ର କିଛି ମାମଲାରେ ଦଣ୍ଡବିଧାନ ହୋଇଛି। ଜଳ ଓ ବାୟୁ ପ୍ରଦୂଷଣ ନିୟନ୍ତ୍ରଣ [388, 203, 493, 491]
headline: ଯନ୍ତ୍ରଣାରେ ହଷ୍ଟେଲ ଛାତ୍ର ପ୍ରଦୀପ ମାନବାଧିକାର କମିଶନକୁ ଯିବେ [10, 1010, 506, 1031]
quote-box: ହଷ୍ଟେଲ ଅଧିକାରୀଙ୍କୁ ବିଜେଡି ନେତା ଫାୟାରିଂ ଧମକ ଦେଇଛନ୍ତି : ବିଜେପି [707, 144, 796, 204]
divider [125, 720, 126, 1002]
logo-subline [12, 59, 252, 69]
column-right [699, 1063, 795, 1242]
headline: ବିଧାନସଭାରେ ବିଜେଡି-ବିଜେପି ମୁହାଁମୁହିଁ [502, 97, 762, 117]
story-jan-vishwas-bill [308, 500, 490, 712]
story-bangladeshi [498, 500, 795, 712]
story-shg [130, 720, 390, 1002]
headline: ଜନ ବିଶ୍ୱାସ ବିଲ୍ ଓ ଦୋକାନ ତଥା ବାଣିଜ୍ୟିକ ପ୍ରତିଷ୍ଠାନ ସଂଶୋଧନ ବିଲ ଉପସ୍ଥାପିତ [308, 502, 480, 555]
column-left [10, 202, 128, 492]
event-photo [493, 745, 693, 851]
article-body: ଜଳ ଓ ବାୟୁ ପ୍ରଦୂଷଣ ନିୟନ୍ତ୍ରଣ ଆଇନରେ ସଂଶୋଧନ ପାଇଁ ସଂକଳ୍ପ ଗୃହୀତ ହୋଇଛି। ଏହାକୁ ନେଇ ବିରୋଧୀ ଦଳ କକ୍ଷତ୍ୟାଗ କରିଥିଲେ। ପରିବେଶକୁ ବିଗାଡ଼ିଲେ ଇତିହାସ କେବେ କ୍ଷମା ଦେବନି ବୋଲି ବିରୋଧୀ ଦଳ କହିଛନ୍ତି। ଶିଳ୍ପ ସଂସ୍ଥାକୁ ସୁବିଧା ଦେବା ପାଇଁ ଏହି ସଂକଳ୍ପ ଅଣାଯାଇଛି ବୋଲି ଅଭିଯୋଗ। ପରିବେଶ ମନ୍ତ୍ରୀ କହିଛନ୍ତି ବ୍ୟବସାୟ ଅନୁକୂଳ ପରିବେଶ ସୃଷ୍ଟି ହେବ। ବର୍ଷ ବର୍ଷ ଧରି ଦେଶର ବିଭିନ୍ନ କୋର୍ଟରେ ଜଳ ପ୍ରଦୂଷଣ ସମ୍ବନ୍ଧିତ ମାମଲା ବିଚାରାଧୀନ ରହିଛି। ଏହି ମାମଲାରୁ ମାତ୍ର କିଛି ମାମଲାରେ ଦଣ୍ଡବିଧାନ ହୋଇଛି। ଜଳ ଓ ବାୟୁ ପ୍ରଦୂଷଣ ନିୟନ୍ତ୍ରଣ ଆଇନରେ ସଂଶୋଧନ ପାଇଁ ସଂକଳ୍ପ ଗୃହୀତ ହୋଇଛି। ଏହାକୁ ନେଇ ବିରୋଧୀ ଦଳ କକ୍ଷତ୍ୟାଗ କରିଥିଲେ। ପରିବେଶକୁ ବିଗାଡ଼ିଲେ ଇତିହାସ କେବେ କ୍ଷମା ଦେବନି ବୋଲି ବିରୋଧୀ ଦଳ କହିଛନ୍ତି। ଶିଳ୍ପ ସଂସ୍ଥାକୁ ସୁବିଧା ଦେବା ପାଇଁ ଏହି ସଂକଳ୍ପ ଅଣାଯାଇଛି ବୋଲି ଅଭିଯୋଗ। ପରିବେଶ ମନ୍ତ୍ରୀ କହିଛନ୍ତି ବ୍ୟବସାୟ ଅନୁକୂଳ ପରିବେଶ ସୃଷ୍ଟି ହେବ। ବର୍ଷ ବର୍ଷ ଧରି ଦେଶର ବିଭିନ୍ନ କୋର୍ଟରେ ଜଳ ପ୍ରଦୂଷଣ ସମ୍ବନ୍ଧିତ ମାମଲା ବିଚାରାଧୀନ ରହିଛି। ଏହି ମାମଲାରୁ ମାତ୍ର କିଛି ମାମଲାରେ ଦଣ୍ଡବିଧାନ ହୋଇଛି। ଜଳ ଓ ବାୟୁ ପ୍ରଦୂଷଣ ନିୟନ୍ତ୍ରଣ ଆଇନରେ ସଂଶୋଧନ ପାଇଁ ସଂକଳ୍ପ ଗୃହୀତ ହୋଇଛି। ଏହାକୁ ନେଇ ବିରୋଧୀ ଦଳ କକ୍ଷତ୍ୟାଗ କରିଥିଲେ। ପରିବେଶକୁ ବିଗାଡ଼ିଲେ ଇତିହାସ କେବେ କ୍ଷମା ଦେବନି ବୋଲି ବିରୋଧୀ ଦଳ କହିଛନ୍ତି। ଶିଳ୍ପ ସଂସ୍ଥାକୁ ସୁବିଧା ଦେବା ପାଇଁ ଏହି ସଂକଳ୍ପ ଅଣାଯାଇଛି ବୋଲି ଅଭିଯୋଗ। ପରିବେଶ ମନ୍ତ୍ରୀ କହିଛନ୍ତି ବ୍ୟବସାୟ ଅନୁକୂଳ ପରିବେଶ ସୃଷ୍ଟି ହେବ। ବର୍ଷ ବର୍ଷ ଧରି ଦେଶର ବିଭିନ୍ନ କୋର୍ଟରେ ଜଳ ପ୍ରଦୂଷଣ ସମ୍ବନ୍ଧିତ ମାମଲା ବିଚାରାଧୀନ ରହିଛି। ଏହି ମାମଲାରୁ [135, 305, 381, 483]
divider [10, 716, 795, 717]
anniv-years: YEARS [749, 47, 772, 54]
